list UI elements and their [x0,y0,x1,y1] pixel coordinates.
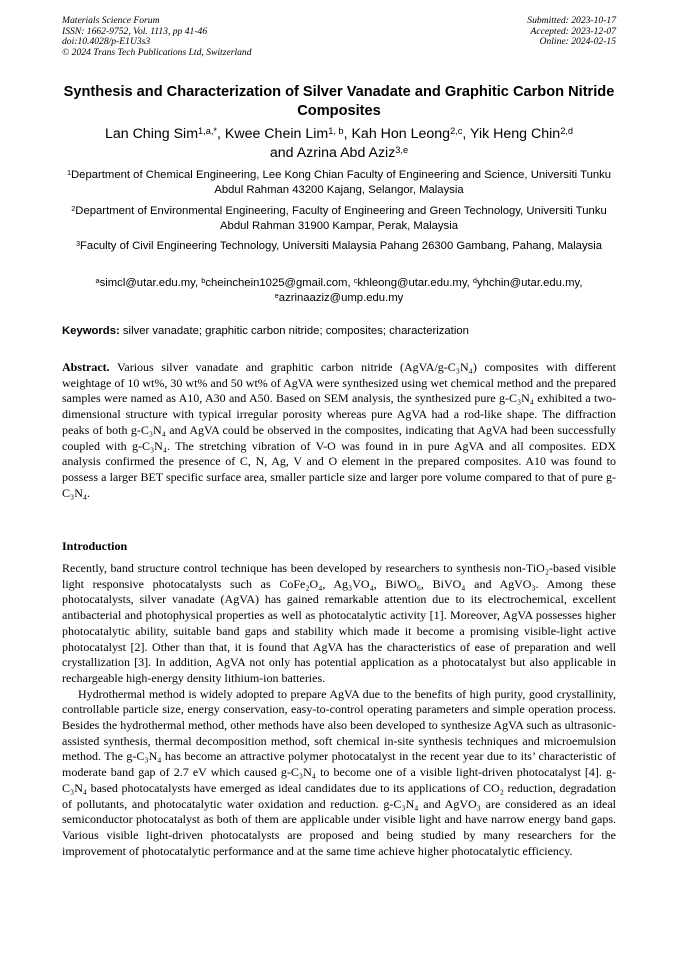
affiliation-text: Department of Environmental Engineering, Faculty of Engineering and Green Technology, Universiti Tunku Abdul Rahman 31900 Kampar, Perak, Malaysia [75,205,607,233]
journal-info [62,16,252,58]
keywords-label: Keywords: [62,325,120,337]
email-sup: e [274,290,279,300]
author-name: Kwee Chein Lim [224,126,329,142]
author-sup: 2,c [450,125,463,136]
author-sup: 3,e [395,144,409,155]
email-address[interactable]: khleong@utar.edu.my [357,277,467,289]
journal-name: Materials Science Forum [62,15,160,26]
author-separator: , [462,126,471,142]
affiliation-text: Faculty of Civil Engineering Technology, Universiti Malaysia Pahang 26300 Gambang, Pahang, Malaysia [80,240,603,252]
accepted-date: Accepted: 2023-12-07 [530,25,616,37]
journal-issn: ISSN: 1662-9752, Vol. 1113, pp 41-46 [62,25,208,37]
submitted-date: Submitted: 2023-10-17 [527,15,616,26]
journal-copyright: © 2024 Trans Tech Publications Ltd, Switzerland [62,46,252,58]
paper-title: Synthesis and Characterization of Silver Vanadate and Graphitic Carbon Nitride Composites [63,84,615,119]
author-sup: 1,a,* [198,125,217,136]
journal-doi: doi:10.4028/p-E1U3s3 [62,36,151,48]
email-sup: d [472,275,477,285]
introduction-body [62,561,616,859]
email-list: $^a$simcl@utar.edu.my, $^b$cheinchein1025@gmail.com, $^c$khleong@utar.edu.my, $^d$yhchin@utar.edu.my, $^e$azrinaaziz@ump.edu.my [95,275,583,305]
affiliation-number: 3 [75,238,81,248]
online-date: Online: 2024-02-15 [539,36,616,48]
affiliation-2 [62,204,616,234]
author-sup: 2,d [560,125,574,136]
email-sup: c [353,275,358,285]
affiliation-1 [62,168,616,198]
introduction-paragraph: Recently, band structure control technique has been developed by researchers to synthesis non-TiO₂-based visible light responsive photocatalysts such as CoFe₂O₄, Ag₃VO₄, BiWO₆, BiVO₄ and AgVO₃. Among these photocatalysts, silver vanadate (AgVA) has gained remarkable attention due to its electrochemical, excellent antibacterial and photophysical properties as well as photocatalytic activity [1]. Moreover, AgVA possesses higher photocatalytic ability, suitable band gaps and stability which made it become a promising visible-light active photocatalyst [2]. Other than that, it is found that AgVA has the characteristics of ease of preparation and well crystallization [3]. In addition, AgVA not only has potential application as a photocatalyst but also applicable in rechargeable high-energy density lithium-ion batteries. [62,561,616,685]
author-list [62,125,616,163]
author-separator: , [216,126,225,142]
affiliation-number: 2 [71,203,76,213]
introduction-heading: Introduction [62,539,128,553]
submission-dates [527,16,616,48]
affiliation-number: 1 [66,167,72,177]
email-address[interactable]: yhchin@utar.edu.my [477,277,580,289]
author-name: Azrina Abd Aziz [296,145,396,161]
abstract-label: Abstract. [62,360,110,374]
author-separator: , [343,126,352,142]
keywords-text: silver vanadate; graphitic carbon nitride; composites; characterization [122,325,469,337]
affiliation-text: Department of Chemical Engineering, Lee Kong Chian Faculty of Engineering and Science, Universiti Tunku Abdul Rahman 43200 Kajang, Selangor, Malaysia [71,169,612,197]
email-address[interactable]: cheinchein1025@gmail.com [205,277,348,289]
email-address[interactable]: azrinaaziz@ump.edu.my [278,292,404,305]
abstract-text: Various silver vanadate and graphitic carbon nitride (AgVA/g-C₃N₄) composites with different weightage of 10 wt%, 30 wt% and 50 wt% of AgVA were synthesized using wet chemical method and the prepared samples were named as A10, A30 and A50. Based on SEM analysis, the synthesized pure g-C₃N₄ exhibited a two-dimensional structure with typical irregular porosity whereas pure AgVA had a rod-like shape. The diffraction peaks of both g-C₃N₄ and AgVA could be observed in the composites, indicating that AgVA had been successfully coupled with g-C₃N₄. The stretching vibration of V-O was found in in pure AgVA and all composites. EDX analysis confirmed the presence of C, N, Ag, V and O element in the prepared composites. A10 was found to possess a larger BET specific surface area, smaller particle size and larger pore volume compared to that of pure g-C₃N₄. [62,360,616,500]
author-name: Kah Hon Leong [351,126,451,142]
author-name: Yik Heng Chin [470,126,561,142]
email-sup: b [201,275,206,285]
author-sup: 1, b [328,125,344,136]
author-name: Lan Ching Sim [104,126,199,142]
abstract [62,360,616,501]
introduction-paragraph: Hydrothermal method is widely adopted to prepare AgVA due to the benefits of high purity, good crystallinity, controllable particle size, energy conservation, easy-to-control operating parameters and simple operation process. Besides the hydrothermal method, other methods have also been developed to synthesize AgVA such as ultrasonic-assisted synthesis, thermal decomposition method, soft chemical in-site synthesis techniques and microemulsion method. The g-C₃N₄ has become an attractive polymer photocatalyst in the recent year due to its’ characteristic of moderate band gap of 2.7 eV which caused g-C₃N₄ to become one of a visible light-driven photocatalyst [4]. g-C₃N₄ based photocatalysts have emerged as ideal candidates due to its applications of CO₂ reduction, degradation of pollutants, and photocatalytic water oxidation and reduction. g-C₃N₄ and AgVO₃ are considered as an ideal semiconductor photocatalyst as both of them are applicable under visible light and have narrow energy band gaps. Various visible light-driven photocatalysts are proposed and being studied by many researchers for the improvement of photocatalytic performance and at the same time achieve higher photocatalytic efficiency. [62,686,616,858]
email-sup: a [95,275,100,285]
author-separator: and [269,145,297,161]
email-address[interactable]: simcl@utar.edu.my [99,277,195,289]
keywords [62,324,616,339]
affiliation-3 [62,239,616,254]
